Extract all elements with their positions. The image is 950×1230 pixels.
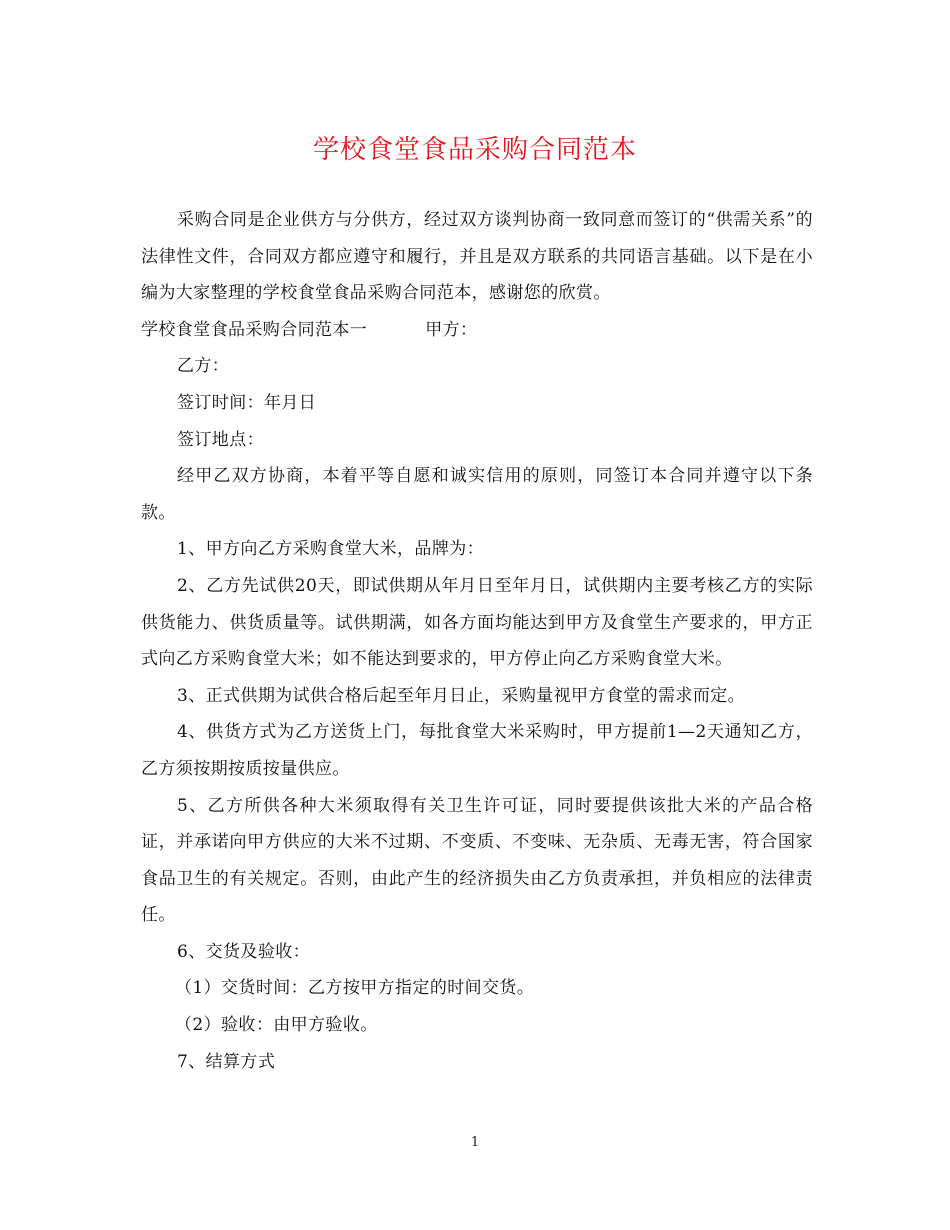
clause-2: 2、乙方先试供20天，即试供期从年月日至年月日，试供期内主要考核乙方的实际供货能力、供货质量等。试供期满，如各方面均能达到甲方及食堂生产要求的，甲方正式向乙方采购食堂大米；如不能达到要求的，甲方停止向乙方采购食堂大米。 <box>141 575 813 670</box>
party-b-label: 乙方： <box>177 356 230 377</box>
clause-7: 7、结算方式 <box>177 1051 276 1072</box>
sub-clause-delivery-time: （1）交货时间：乙方按甲方指定的时间交货。 <box>175 978 535 999</box>
section-heading-line <box>141 312 813 349</box>
sub-clause-acceptance: （2）验收：由甲方验收。 <box>175 1015 378 1036</box>
intro-paragraph: 采购合同是企业供方与分供方，经过双方谈判协商一致同意而签订的“供需关系”的法律性文件，合同双方都应遵守和履行，并且是双方联系的共同语言基础。以下是在小编为大家整理的学校食堂食品采购合同范本，感谢您的欣赏。 <box>141 210 813 304</box>
clause-4: 4、供货方式为乙方送货上门，每批食堂大米采购时，甲方提前1—2天通知乙方，乙方须按期按质按量供应。 <box>141 722 813 779</box>
clause-5: 5、乙方所供各种大米须取得有关卫生许可证，同时要提供该批大米的产品合格证，并承诺向甲方供应的大米不过期、不变质、不变味、无杂质、无毒无害，符合国家食品卫生的有关规定。否则，由此产生的经济损失由乙方负责承担，并负相应的法律责任。 <box>141 795 813 926</box>
clause-6: 6、交货及验收： <box>177 941 311 962</box>
party-a-label: 甲方： <box>425 319 478 340</box>
section-heading: 学校食堂食品采购合同范本一 <box>141 319 368 340</box>
clause-1: 1、甲方向乙方采购食堂大米，品牌为： <box>177 539 485 560</box>
page-number: 1 <box>470 1135 480 1150</box>
sign-time: 签订时间：年月日 <box>177 392 317 413</box>
clause-3: 3、正式供期为试供合格后起至年月日止，采购量视甲方食堂的需求而定。 <box>177 685 746 706</box>
document-title: 学校食堂食品采购合同范本 <box>312 135 637 165</box>
sign-place: 签订地点： <box>177 429 264 450</box>
document-body <box>141 202 813 1080</box>
preamble-paragraph: 经甲乙双方协商，本着平等自愿和诚实信用的原则，同签订本合同并遵守以下条款。 <box>141 466 813 523</box>
